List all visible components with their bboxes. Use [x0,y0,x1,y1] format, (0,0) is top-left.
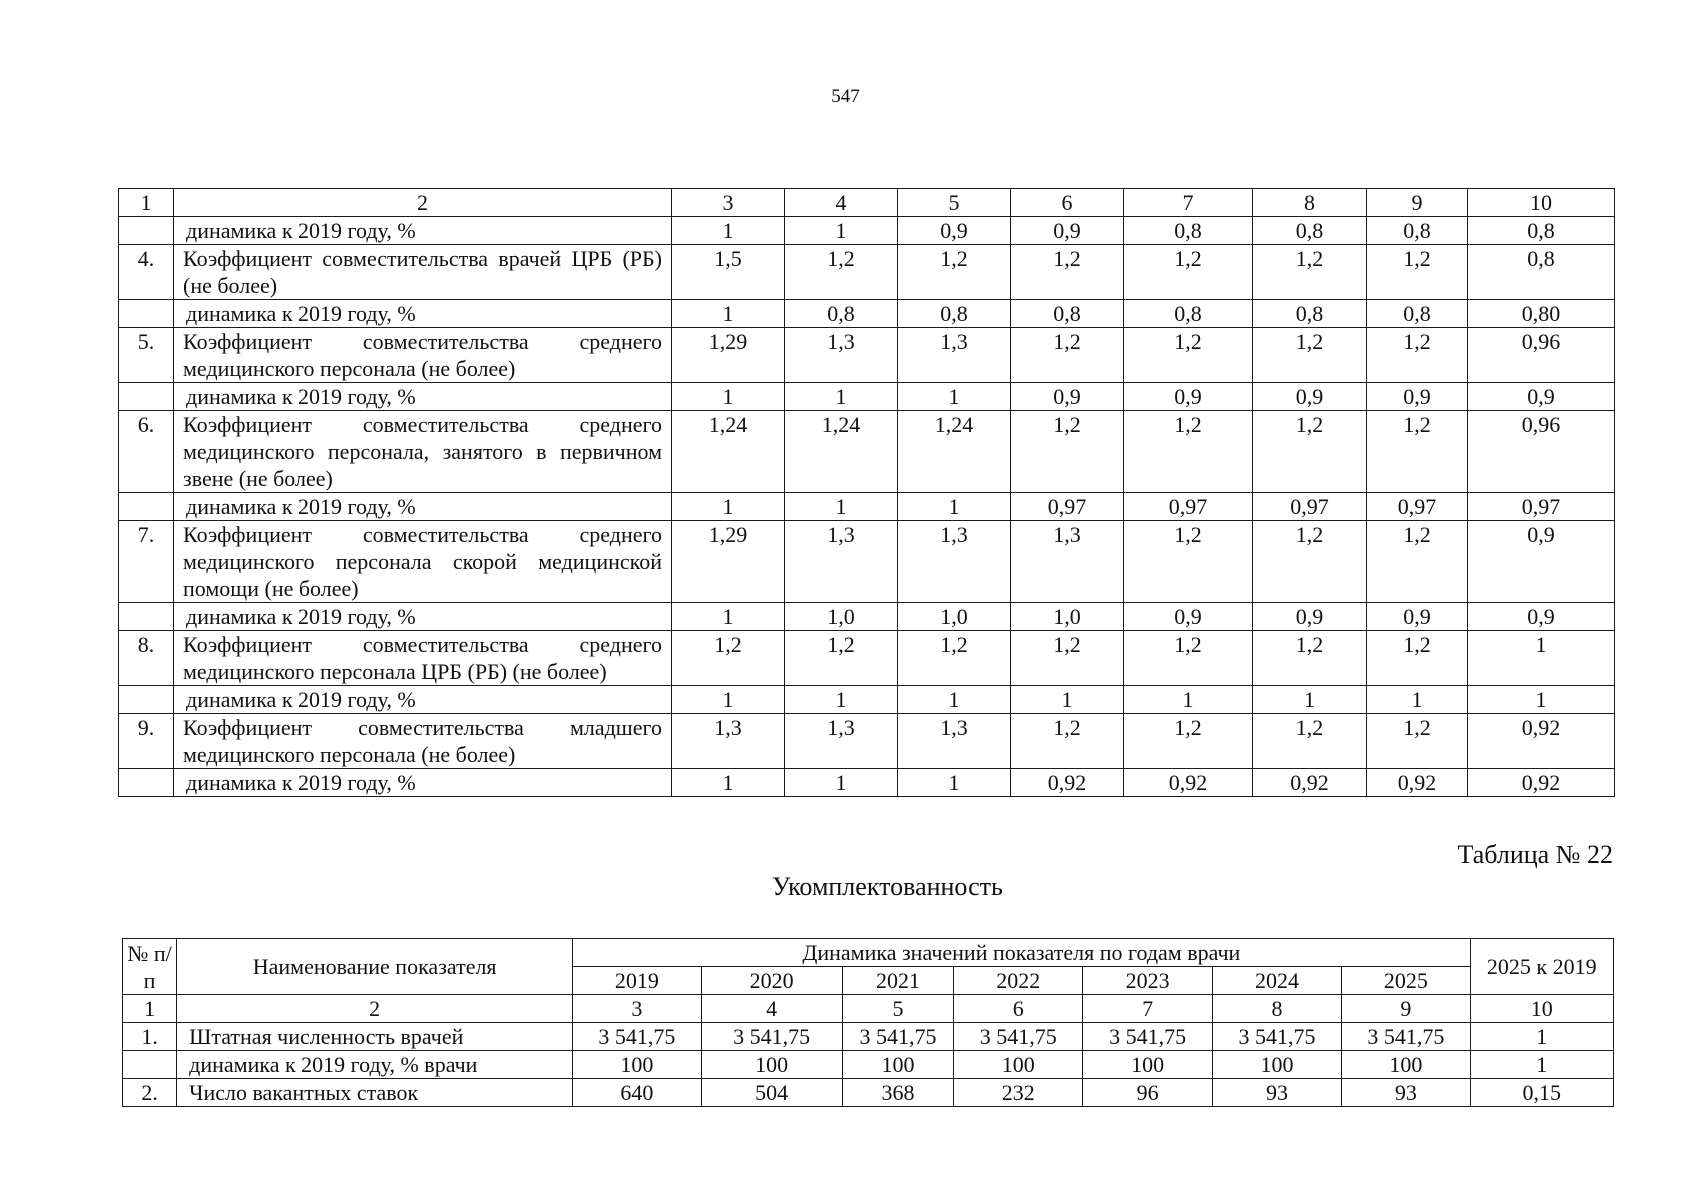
value-cell: 0,9 [1124,383,1253,411]
value-cell: 1,2 [1124,328,1253,383]
value-cell: 0,8 [898,300,1011,328]
dynamics-row [119,383,1615,411]
dynamics-row [119,217,1615,245]
value-cell: 0,96 [1468,411,1615,493]
year-cell: 2020 [701,967,842,995]
index-cell: 2 [177,995,573,1023]
row-label: Штатная численность врачей [177,1023,573,1051]
index-cell: 5 [842,995,953,1023]
value-cell: 1,5 [672,245,785,300]
row-label: динамика к 2019 году, % [174,603,672,631]
value-cell: 0,9 [1367,383,1468,411]
table-row [123,1079,1614,1107]
index-cell: 1 [123,995,177,1023]
value-cell: 504 [701,1079,842,1107]
value-cell: 1 [672,383,785,411]
value-cell: 1 [1470,1023,1613,1051]
value-cell: 1,2 [1253,714,1367,769]
row-label: динамика к 2019 году, % [174,686,672,714]
value-cell: 0,80 [1468,300,1615,328]
year-cell: 2019 [573,967,701,995]
header-cell: 7 [1124,189,1253,217]
row-number: 9. [119,714,174,769]
value-cell: 1 [672,769,785,797]
indicator-row [119,714,1615,769]
value-cell: 1,24 [898,411,1011,493]
row-number [119,300,174,328]
header-num: № п/п [123,939,177,995]
value-cell: 1,2 [1367,328,1468,383]
row-number: 2. [123,1079,177,1107]
indicator-row [119,631,1615,686]
row-number [119,686,174,714]
year-cell: 2024 [1212,967,1341,995]
value-cell: 100 [1212,1051,1341,1079]
value-cell: 0,92 [1011,769,1124,797]
value-cell: 1,2 [785,631,898,686]
indicator-row [119,328,1615,383]
value-cell: 0,92 [1367,769,1468,797]
table-header-row [119,189,1615,217]
value-cell: 0,8 [1367,300,1468,328]
value-cell: 1 [1011,686,1124,714]
value-cell: 1 [898,493,1011,521]
value-cell: 1,2 [1253,411,1367,493]
value-cell: 0,9 [1468,521,1615,603]
value-cell: 1,2 [1011,714,1124,769]
row-label: Коэффициент совместительства среднего медицинского персонала (не более) [174,328,672,383]
indicator-row [119,245,1615,300]
header-cell: 5 [898,189,1011,217]
row-label: динамика к 2019 году, % врачи [177,1051,573,1079]
value-cell: 1,2 [1253,521,1367,603]
row-number [119,217,174,245]
row-label: Коэффициент совместительства младшего медицинского персонала (не более) [174,714,672,769]
value-cell: 1,2 [672,631,785,686]
dynamics-row [119,603,1615,631]
year-cell: 2025 [1342,967,1470,995]
value-cell: 3 541,75 [573,1023,701,1051]
value-cell: 1,2 [1124,245,1253,300]
value-cell: 3 541,75 [842,1023,953,1051]
row-label: Коэффициент совместительства среднего медицинского персонала скорой медицинской помощи (не более) [174,521,672,603]
value-cell: 3 541,75 [954,1023,1083,1051]
value-cell: 0,97 [1468,493,1615,521]
value-cell: 1 [672,603,785,631]
dynamics-row [119,493,1615,521]
value-cell: 0,8 [1011,300,1124,328]
value-cell: 1 [1468,631,1615,686]
value-cell: 0,8 [1468,245,1615,300]
value-cell: 0,97 [1124,493,1253,521]
value-cell: 0,9 [1367,603,1468,631]
value-cell: 1 [1253,686,1367,714]
value-cell: 0,8 [1468,217,1615,245]
value-cell: 1,2 [1367,714,1468,769]
value-cell: 1,2 [1367,631,1468,686]
value-cell: 1,0 [785,603,898,631]
header-cell: 9 [1367,189,1468,217]
value-cell: 0,92 [1253,769,1367,797]
value-cell: 1 [672,493,785,521]
value-cell: 0,8 [785,300,898,328]
value-cell: 1,3 [898,328,1011,383]
index-row [123,995,1614,1023]
row-number [119,383,174,411]
value-cell: 1,2 [1124,631,1253,686]
value-cell: 0,8 [1367,217,1468,245]
coefficient-table-body [119,217,1615,797]
value-cell: 1 [785,217,898,245]
value-cell: 0,97 [1011,493,1124,521]
value-cell: 100 [954,1051,1083,1079]
dynamics-row [119,769,1615,797]
header-last: 2025 к 2019 [1470,939,1613,995]
value-cell: 1,2 [1253,245,1367,300]
table-row [123,1023,1614,1051]
value-cell: 1,2 [1253,631,1367,686]
value-cell: 1,2 [1011,245,1124,300]
value-cell: 1 [785,686,898,714]
staffing-table-body [123,995,1614,1107]
value-cell: 1 [785,769,898,797]
value-cell: 100 [1342,1051,1470,1079]
value-cell: 0,92 [1468,769,1615,797]
value-cell: 1,2 [898,245,1011,300]
value-cell: 1,3 [785,714,898,769]
row-number [123,1051,177,1079]
value-cell: 0,9 [1468,383,1615,411]
dynamics-row [119,300,1615,328]
value-cell: 1,2 [1124,714,1253,769]
table-title: Укомплектованность [772,872,1003,901]
row-number: 1. [123,1023,177,1051]
row-number: 5. [119,328,174,383]
header-cell: 1 [119,189,174,217]
row-number: 7. [119,521,174,603]
index-cell: 3 [573,995,701,1023]
value-cell: 1,2 [1011,328,1124,383]
header-cell: 2 [174,189,672,217]
value-cell: 0,96 [1468,328,1615,383]
value-cell: 368 [842,1079,953,1107]
value-cell: 1,0 [898,603,1011,631]
value-cell: 1,2 [1011,631,1124,686]
value-cell: 0,9 [1124,603,1253,631]
header-name: Наименование показателя [177,939,573,995]
row-label: динамика к 2019 году, % [174,300,672,328]
index-cell: 6 [954,995,1083,1023]
year-cell: 2023 [1083,967,1212,995]
value-cell: 93 [1212,1079,1341,1107]
value-cell: 0,9 [1468,603,1615,631]
row-label: Коэффициент совместительства среднего медицинского персонала, занятого в первичном звене (не более) [174,411,672,493]
value-cell: 1,3 [785,328,898,383]
value-cell: 1,2 [1011,411,1124,493]
index-cell: 7 [1083,995,1212,1023]
value-cell: 3 541,75 [701,1023,842,1051]
indicator-row [119,411,1615,493]
value-cell: 93 [1342,1079,1470,1107]
page-number: 547 [831,86,860,107]
value-cell: 100 [573,1051,701,1079]
row-number: 8. [119,631,174,686]
row-number [119,603,174,631]
index-cell: 8 [1212,995,1341,1023]
value-cell: 96 [1083,1079,1212,1107]
header-cell: 10 [1468,189,1615,217]
value-cell: 0,97 [1367,493,1468,521]
row-label: динамика к 2019 году, % [174,383,672,411]
year-cell: 2022 [954,967,1083,995]
value-cell: 100 [1083,1051,1212,1079]
row-number: 4. [119,245,174,300]
value-cell: 1,2 [1124,521,1253,603]
value-cell: 1,2 [1367,521,1468,603]
row-label: динамика к 2019 году, % [174,769,672,797]
value-cell: 0,9 [1011,217,1124,245]
value-cell: 1,0 [1011,603,1124,631]
row-label: динамика к 2019 году, % [174,493,672,521]
row-number [119,493,174,521]
value-cell: 0,9 [1253,603,1367,631]
value-cell: 0,97 [1253,493,1367,521]
value-cell: 1,29 [672,328,785,383]
value-cell: 1 [1470,1051,1613,1079]
index-cell: 4 [701,995,842,1023]
coefficient-table [118,188,1615,797]
value-cell: 1,2 [898,631,1011,686]
value-cell: 1,3 [898,521,1011,603]
value-cell: 100 [842,1051,953,1079]
value-cell: 3 541,75 [1342,1023,1470,1051]
value-cell: 0,92 [1124,769,1253,797]
value-cell: 1,3 [672,714,785,769]
value-cell: 0,9 [898,217,1011,245]
dynamics-row [119,686,1615,714]
value-cell: 0,9 [1011,383,1124,411]
value-cell: 1,2 [1253,328,1367,383]
value-cell: 3 541,75 [1212,1023,1341,1051]
value-cell: 0,15 [1470,1079,1613,1107]
row-label: динамика к 2019 году, % [174,217,672,245]
staffing-table [122,938,1614,1107]
index-cell: 10 [1470,995,1613,1023]
value-cell: 1 [672,300,785,328]
value-cell: 0,92 [1468,714,1615,769]
value-cell: 1,3 [1011,521,1124,603]
header-cell: 8 [1253,189,1367,217]
table-caption: Таблица № 22 [1457,840,1613,869]
value-cell: 1,24 [785,411,898,493]
value-cell: 1,2 [1367,411,1468,493]
value-cell: 1,2 [1367,245,1468,300]
value-cell: 3 541,75 [1083,1023,1212,1051]
staffing-table-header-row [123,939,1614,967]
indicator-row [119,521,1615,603]
value-cell: 1 [898,383,1011,411]
value-cell: 1,2 [1124,411,1253,493]
value-cell: 1 [898,769,1011,797]
value-cell: 0,9 [1253,383,1367,411]
index-cell: 9 [1342,995,1470,1023]
value-cell: 1,29 [672,521,785,603]
year-cell: 2021 [842,967,953,995]
value-cell: 1 [1367,686,1468,714]
value-cell: 100 [701,1051,842,1079]
header-group: Динамика значений показателя по годам врачи [573,939,1470,967]
value-cell: 640 [573,1079,701,1107]
value-cell: 1,3 [898,714,1011,769]
value-cell: 1,2 [785,245,898,300]
header-cell: 3 [672,189,785,217]
row-label: Число вакантных ставок [177,1079,573,1107]
value-cell: 1 [1468,686,1615,714]
row-label: Коэффициент совместительства врачей ЦРБ (РБ) (не более) [174,245,672,300]
row-number [119,769,174,797]
value-cell: 1,24 [672,411,785,493]
value-cell: 0,8 [1253,300,1367,328]
value-cell: 1 [785,383,898,411]
value-cell: 1 [672,686,785,714]
value-cell: 0,8 [1124,217,1253,245]
value-cell: 232 [954,1079,1083,1107]
value-cell: 1,3 [785,521,898,603]
value-cell: 0,8 [1124,300,1253,328]
value-cell: 1 [898,686,1011,714]
row-number: 6. [119,411,174,493]
header-cell: 6 [1011,189,1124,217]
coefficient-table-header [119,189,1615,217]
table-row [123,1051,1614,1079]
value-cell: 1 [785,493,898,521]
value-cell: 1 [1124,686,1253,714]
header-cell: 4 [785,189,898,217]
row-label: Коэффициент совместительства среднего медицинского персонала ЦРБ (РБ) (не более) [174,631,672,686]
value-cell: 1 [672,217,785,245]
value-cell: 0,8 [1253,217,1367,245]
